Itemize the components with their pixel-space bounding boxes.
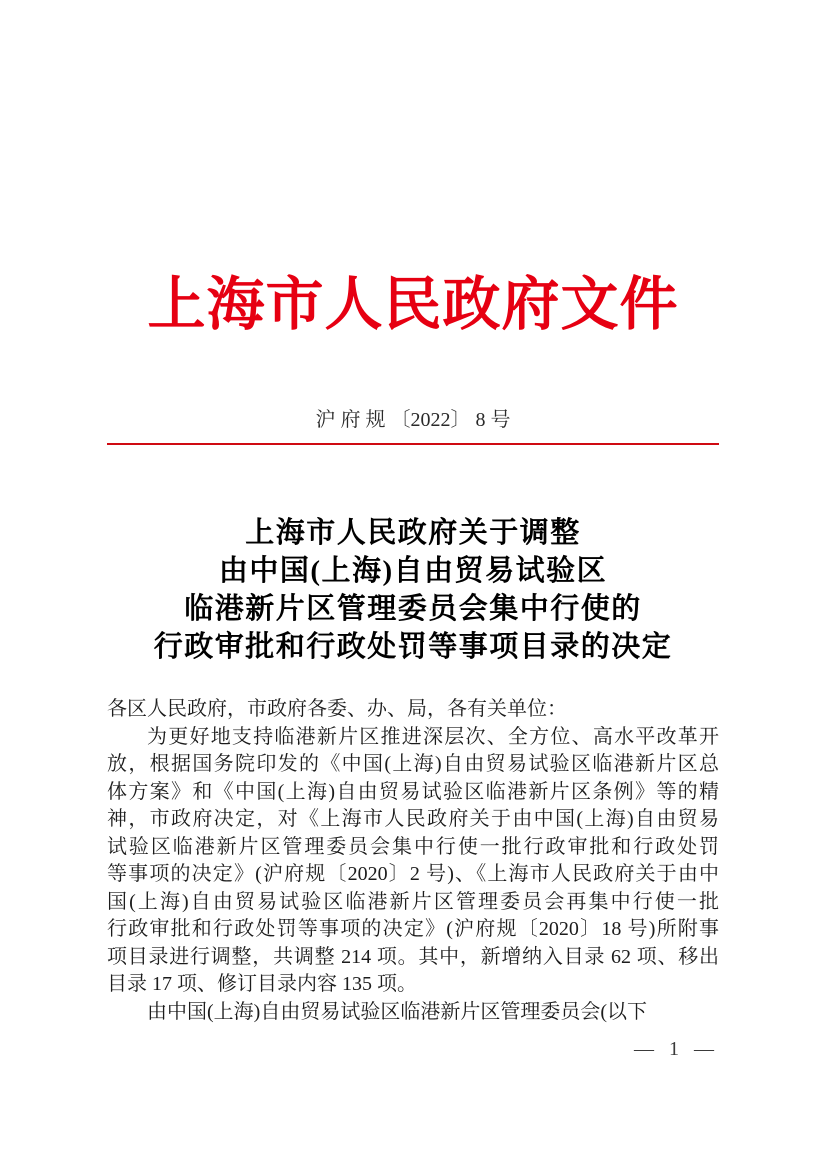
title-line: 上海市人民政府关于调整 <box>245 517 581 549</box>
body-line: 国(上海)自由贸易试验区临港新片区管理委员会再集中行使一批 <box>107 890 719 913</box>
body-line: 放，根据国务院印发的《中国(上海)自由贸易试验区临港新片区总 <box>107 753 719 775</box>
title-line: 临港新片区管理委员会集中行使的 <box>184 593 642 625</box>
red-divider-line <box>107 443 719 445</box>
body-line: 神，市政府决定，对《上海市人民政府关于由中国(上海)自由贸易 <box>107 808 719 830</box>
doc-number: 沪 府 规 〔2022〕 8 号 <box>315 409 511 431</box>
title-line: 由中国(上海)自由贸易试验区 <box>218 555 608 587</box>
body-line: 由中国(上海)自由贸易试验区临港新片区管理委员会(以下 <box>147 1000 647 1023</box>
body-line: 试验区临港新片区管理委员会集中行使一批行政审批和行政处罚 <box>107 835 719 858</box>
agency-title: 上海市人民政府文件 <box>147 272 679 337</box>
document-title <box>0 514 826 666</box>
title-line: 行政审批和行政处罚等事项目录的决定 <box>153 631 673 663</box>
body-line: 目录 17 项、修订目录内容 135 项。 <box>107 973 417 995</box>
body-line-salutation: 各区人民政府，市政府各委、办、局，各有关单位： <box>107 698 567 720</box>
body-line: 等事项的决定》(沪府规〔2020〕2 号)、《上海市人民政府关于由中 <box>107 863 719 885</box>
page-number: — 1 — <box>634 1038 719 1060</box>
body-line: 体方案》和《中国(上海)自由贸易试验区临港新片区条例》等的精 <box>107 780 719 803</box>
body-line: 行政审批和行政处罚等事项的决定》(沪府规〔2020〕18 号)所附事 <box>107 918 719 940</box>
body-line: 为更好地支持临港新片区推进深层次、全方位、高水平改革开 <box>147 725 719 748</box>
document-body <box>107 696 719 1026</box>
body-line: 项目录进行调整，共调整 214 项。其中，新增纳入目录 62 项、移出 <box>107 945 719 968</box>
